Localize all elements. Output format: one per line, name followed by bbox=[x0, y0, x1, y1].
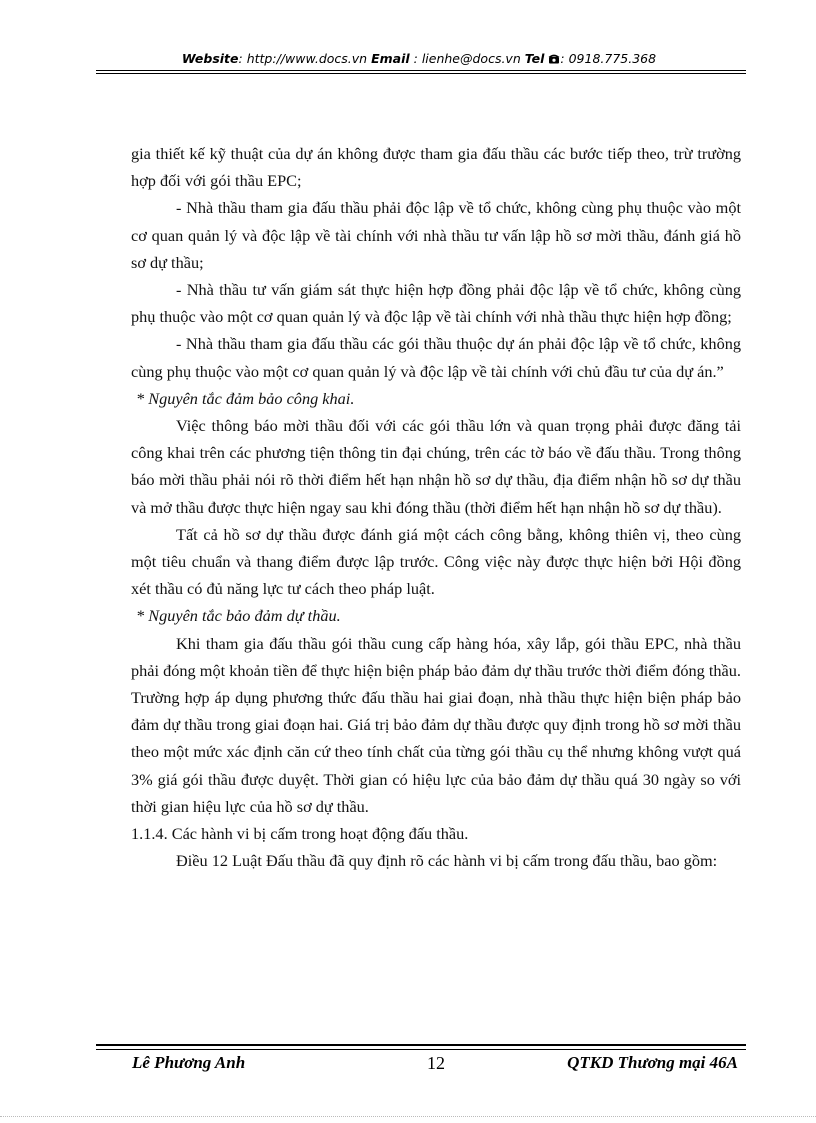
paragraph: - Nhà thầu tham gia đấu thầu các gói thầu thuộc dự án phải độc lập về tổ chức, không cùng phụ thuộc vào một cơ quan quản lý và độc lập về tài chính với chủ đầu tư của dự án.” bbox=[131, 334, 741, 381]
paragraph: gia thiết kế kỹ thuật của dự án không được tham gia đấu thầu các bước tiếp theo, trừ trường hợp đối với gói thầu EPC; bbox=[131, 144, 741, 191]
section-heading-public: * Nguyên tắc đảm bảo công khai. bbox=[136, 388, 355, 408]
email-label: Email bbox=[371, 51, 410, 66]
section-heading-prohibited: 1.1.4. Các hành vi bị cấm trong hoạt động đấu thầu. bbox=[131, 824, 469, 844]
page-number: 12 bbox=[427, 1053, 445, 1073]
section-heading-guarantee: * Nguyên tắc bảo đảm dự thầu. bbox=[136, 606, 341, 626]
page-bottom-edge bbox=[0, 1116, 816, 1117]
header-rule-thin bbox=[96, 73, 746, 74]
telephone-icon bbox=[548, 53, 560, 64]
website-label: Website bbox=[181, 51, 239, 66]
footer-author: Lê Phương Anh bbox=[132, 1053, 246, 1072]
email-address: : lienhe@docs.vn bbox=[409, 51, 525, 66]
paragraph: - Nhà thầu tham gia đấu thầu phải độc lập về tổ chức, không cùng phụ thuộc vào một cơ quan quản lý và độc lập về tài chính với nhà thầu tư vấn lập hồ sơ mời thầu, đánh giá hồ sơ dự thầu; bbox=[131, 198, 741, 272]
paragraph: Điều 12 Luật Đấu thầu đã quy định rõ các hành vi bị cấm trong đấu thầu, bao gồm: bbox=[176, 851, 718, 871]
body-text bbox=[131, 140, 741, 874]
paragraph: Tất cả hồ sơ dự thầu được đánh giá một cách công bằng, không thiên vị, theo cùng một tiêu chuẩn và thang điểm được lập trước. Công việc này được thực hiện bởi Hội đồng xét thầu có đủ năng lực tư cách theo pháp luật. bbox=[131, 524, 741, 599]
footer-rule-thin bbox=[96, 1049, 746, 1050]
paragraph: Việc thông báo mời thầu đối với các gói thầu lớn và quan trọng phải được đăng tải công khai trên các phương tiện thông tin đại chúng, trên các tờ báo về đấu thầu. Trong thông báo mời thầu phải nói rõ thời điểm hết hạn nhận hồ sơ dự thầu, địa điểm nhận hồ sơ dự thầu và mở thầu được thực hiện ngay sau khi đóng thầu (thời điểm hết hạn nhận hồ sơ dự thầu). bbox=[131, 416, 741, 517]
phone-number: : 0918.775.368 bbox=[560, 51, 657, 66]
paragraph: Khi tham gia đấu thầu gói thầu cung cấp hàng hóa, xây lắp, gói thầu EPC, nhà thầu phải đóng một khoản tiền để thực hiện biện pháp bảo đảm dự thầu trước thời điểm đóng thầu. Trường hợp áp dụng phương thức đấu thầu hai giai đoạn, nhà thầu thực hiện biện pháp bảo đảm dự thầu trong giai đoạn hai. Giá trị bảo đảm dự thầu được quy định trong hồ sơ mời thầu theo một mức xác định căn cứ theo tính chất của từng gói thầu cụ thể nhưng không vượt quá 3% giá gói thầu được duyệt. Thời gian có hiệu lực của bảo đảm dự thầu quá 30 ngày so với thời gian hiệu lực của hồ sơ dự thầu. bbox=[131, 633, 741, 816]
header-rule bbox=[96, 70, 746, 71]
paragraph: - Nhà thầu tư vấn giám sát thực hiện hợp đồng phải độc lập về tổ chức, không cùng phụ thuộc vào một cơ quan quản lý và độc lập về tài chính với nhà thầu thực hiện hợp đồng; bbox=[131, 280, 741, 327]
website-url: : http://www.docs.vn bbox=[238, 51, 372, 66]
tel-label: Tel bbox=[524, 51, 545, 66]
footer-rule bbox=[96, 1044, 746, 1046]
footer-class: QTKD Thương mại 46A bbox=[567, 1053, 738, 1072]
page-header bbox=[96, 51, 742, 67]
